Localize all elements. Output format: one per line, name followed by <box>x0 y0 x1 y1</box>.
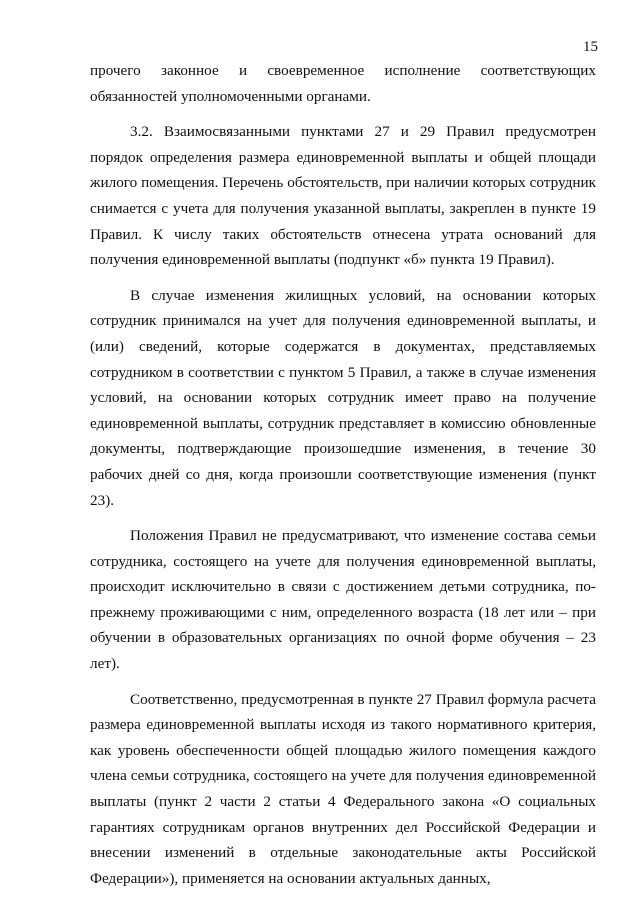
paragraph-gap <box>90 109 596 119</box>
paragraph-gap <box>90 677 596 687</box>
document-body <box>90 58 596 891</box>
paragraph-housing-change: В случае изменения жилищных условий, на основании которых сотрудник принимался на учет для получения единовременной выплаты, и (или) сведений, которые содержатся в документах, представляемых сотрудником в соответствии с пунктом 5 Правил, а также в случае изменения условий, на основании которых сотрудник имеет право на получение единовременной выплаты, сотрудник представляет в комиссию обновленные документы, подтверждающие произошедшие изменения, в течение 30 рабочих дней со дня, когда произошли соответствующие изменения (пункт 23). <box>90 286 596 509</box>
paragraph-section-3-2: 3.2. Взаимосвязанными пунктами 27 и 29 Правил предусмотрен порядок определения размера единовременной выплаты и общей площади жилого помещения. Перечень обстоятельств, при наличии которых сотрудник снимается с учета для получения указанной выплаты, закреплен в пункте 19 Правил. К числу таких обстоятельств отнесена утрата оснований для получения единовременной выплаты (подпункт «б» пункта 19 Правил). <box>90 123 596 269</box>
page-number: 15 <box>583 39 598 55</box>
paragraph-family-composition: Положения Правил не предусматривают, что изменение состава семьи сотрудника, состоящего на учете для получения единовременной выплаты, происходит исключительно в связи с достижением детьми сотрудника, по-прежнему проживающими с ним, определенного возраста (18 лет или – при обучении в образовательных организациях по очной форме обучения – 23 лет). <box>90 527 596 673</box>
paragraph-gap <box>90 273 596 283</box>
paragraph-formula: Соответственно, предусмотренная в пункте 27 Правил формула расчета размера единовременной выплаты исходя из такого нормативного критерия, как уровень обеспеченности общей площадью жилого помещения каждого члена семьи сотрудника, состоящего на учете для получения единовременной выплаты (пункт 2 части 2 статьи 4 Федерального закона «О социальных гарантиях сотрудникам органов внутренних дел Российской Федерации и внесении изменений в отдельные законодательные акты Российской Федерации»), применяется на основании актуальных данных, <box>90 690 596 887</box>
paragraph-gap <box>90 513 596 523</box>
paragraph-continuation: прочего законное и своевременное исполнение соответствующих обязанностей уполномоченными органами. <box>90 62 596 105</box>
